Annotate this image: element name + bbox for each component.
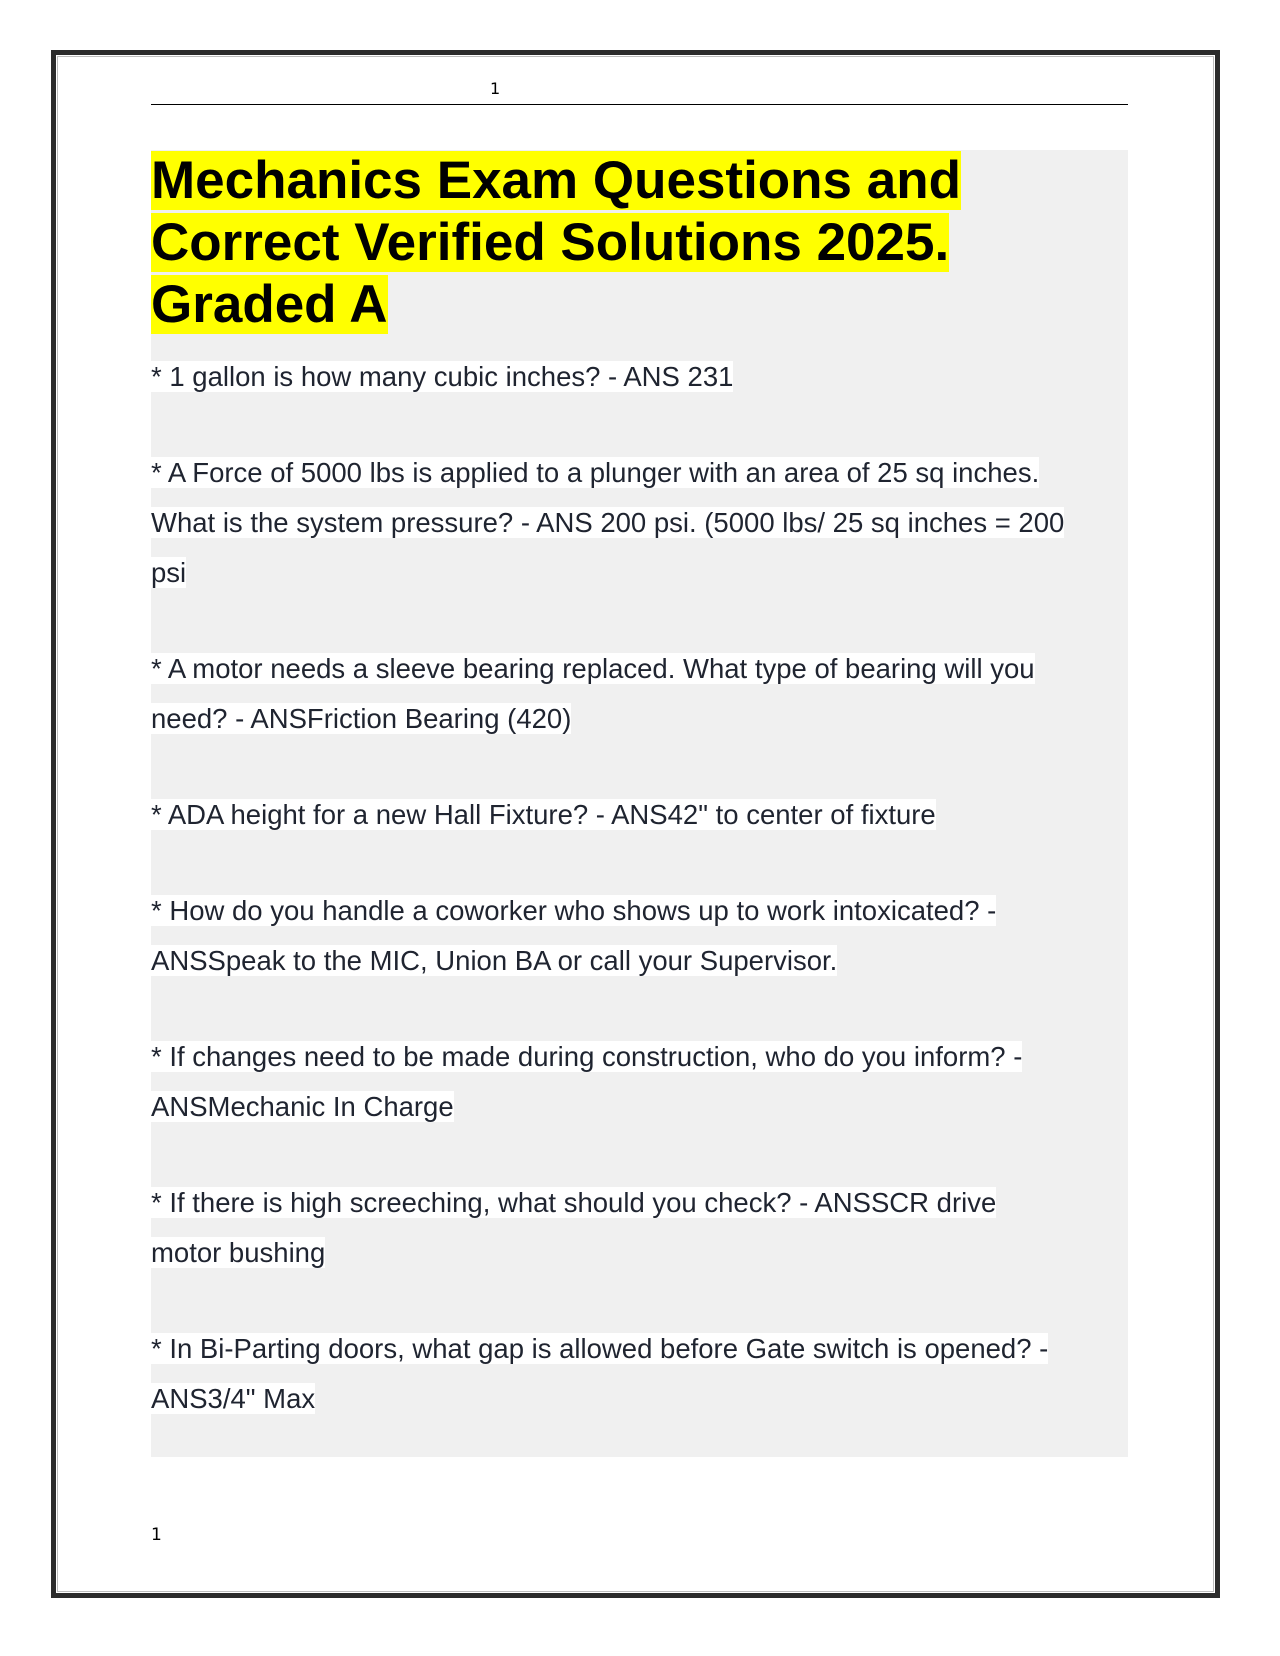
header-page-number: 1 xyxy=(490,79,501,98)
qa-line: ANSMechanic In Charge xyxy=(151,1091,454,1122)
qa-item xyxy=(151,1324,1128,1424)
document-body xyxy=(151,150,1128,1457)
qa-line: need? - ANSFriction Bearing (420) xyxy=(151,703,572,734)
qa-line: * ADA height for a new Hall Fixture? - ANS42" to center of fixture xyxy=(151,799,936,830)
qa-line: What is the system pressure? - ANS 200 psi. (5000 lbs/ 25 sq inches = 200 xyxy=(151,507,1065,538)
qa-item xyxy=(151,1032,1128,1132)
qa-line: * A motor needs a sleeve bearing replaced. What type of bearing will you xyxy=(151,653,1035,684)
qa-item xyxy=(151,790,1128,840)
document-title xyxy=(151,150,1128,336)
qa-line: * If changes need to be made during construction, who do you inform? - xyxy=(151,1041,1023,1072)
qa-line: psi xyxy=(151,557,187,588)
qa-line: * In Bi-Parting doors, what gap is allowed before Gate switch is opened? - xyxy=(151,1333,1049,1364)
qa-item xyxy=(151,644,1128,744)
qa-line: * 1 gallon is how many cubic inches? - ANS 231 xyxy=(151,361,734,392)
qa-line: ANS3/4" Max xyxy=(151,1383,316,1414)
title-line-2: Correct Verified Solutions 2025. xyxy=(151,213,950,272)
title-line-1: Mechanics Exam Questions and xyxy=(151,151,961,210)
qa-line: * How do you handle a coworker who shows up to work intoxicated? - xyxy=(151,895,997,926)
qa-line: * If there is high screeching, what should you check? - ANSSCR drive xyxy=(151,1187,997,1218)
qa-item xyxy=(151,886,1128,986)
qa-item xyxy=(151,448,1128,598)
page-header xyxy=(151,76,1128,105)
title-line-3: Graded A xyxy=(151,275,388,334)
qa-line: * A Force of 5000 lbs is applied to a plunger with an area of 25 sq inches. xyxy=(151,457,1040,488)
qa-item xyxy=(151,1178,1128,1278)
qa-line: ANSSpeak to the MIC, Union BA or call your Supervisor. xyxy=(151,945,838,976)
qa-line: motor bushing xyxy=(151,1237,326,1268)
footer-page-number: 1 xyxy=(151,1525,162,1545)
qa-item xyxy=(151,352,1128,402)
